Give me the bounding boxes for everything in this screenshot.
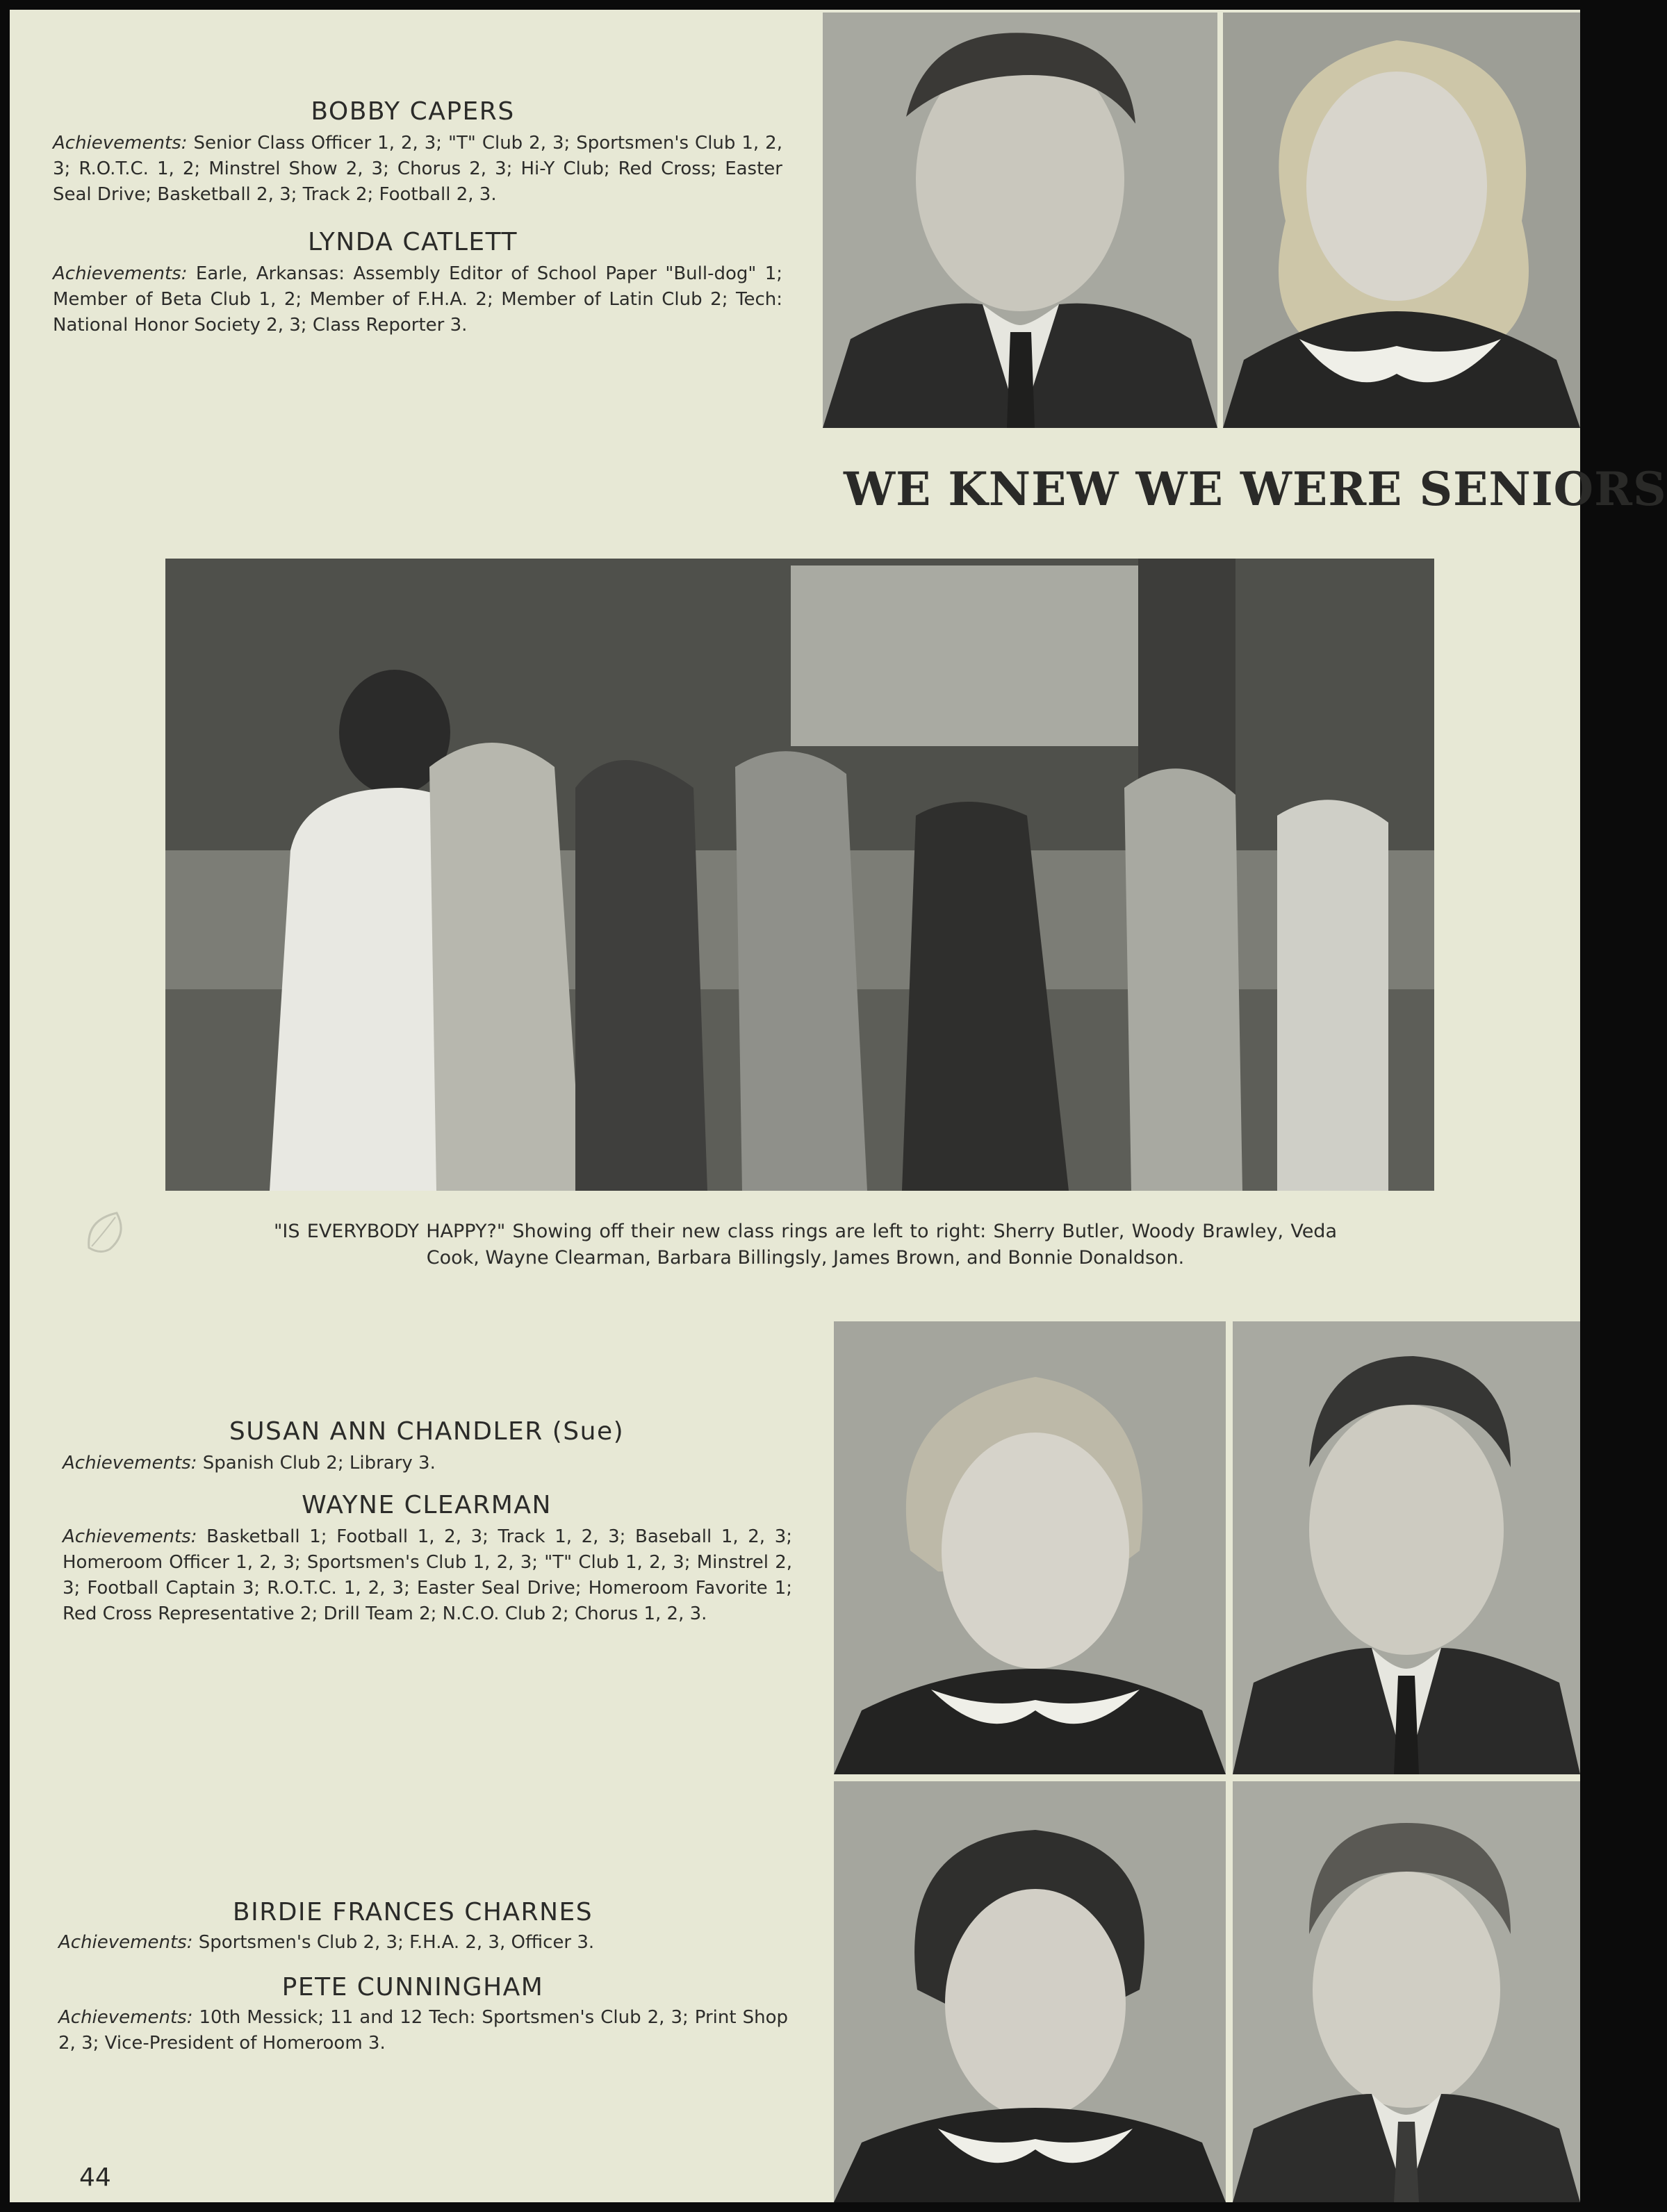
portrait-drawing (1233, 1321, 1580, 1774)
senior-name-lynda-catlett: LYNDA CATLETT (308, 228, 518, 256)
achievements-label: Achievements: (63, 1453, 197, 1474)
achievements-text: Earle, Arkansas: Assembly Editor of School Paper "Bull-dog" 1; Member of Beta Club 1, 2; Member of F.H.A. 2; Member of Latin Club 2; Tech: National Honor Society 2, 3; Class Reporter 3. (53, 263, 782, 336)
senior-bio-birdie-frances-charnes (58, 1930, 788, 1956)
group-photo-drawing (165, 559, 1434, 1191)
portrait-photo-birdie-frances-charnes (834, 1781, 1226, 2202)
portrait-photo-lynda-catlett (1223, 13, 1580, 428)
group-photo-caption (274, 1219, 1337, 1271)
senior-name-pete-cunningham: PETE CUNNINGHAM (281, 1973, 544, 2001)
portrait-photo-wayne-clearman (1233, 1321, 1580, 1774)
achievements-text: Spanish Club 2; Library 3. (202, 1453, 436, 1474)
achievements-text: Sportsmen's Club 2, 3; F.H.A. 2, 3, Officer 3. (198, 1932, 595, 1953)
portrait-drawing (823, 13, 1217, 428)
senior-name-birdie-frances-charnes: BIRDIE FRANCES CHARNES (232, 1898, 593, 1926)
portrait-drawing (834, 1321, 1226, 1774)
achievements-label: Achievements: (53, 263, 188, 284)
senior-name-bobby-capers: BOBBY CAPERS (311, 97, 515, 126)
portrait-drawing (1233, 1781, 1580, 2202)
senior-name-wayne-clearman: WAYNE CLEARMAN (302, 1491, 552, 1519)
page-headline: WE KNEW WE WERE SENIORS (844, 462, 1667, 516)
achievements-label: Achievements: (58, 1932, 193, 1953)
portrait-photo-bobby-capers (823, 13, 1217, 428)
senior-bio-pete-cunningham (58, 2005, 788, 2056)
portrait-photo-susan-ann-chandler (834, 1321, 1226, 1774)
caption-text: Showing off their new class rings are left to right: Sherry Butler, Woody Brawley, Veda Cook, Wayne Clearman, Barbara Billingsly, James Brown, and Bonnie Donaldson. (426, 1221, 1337, 1269)
page-number: 44 (79, 2163, 111, 2192)
achievements-label: Achievements: (58, 2007, 193, 2028)
caption-lead: "IS EVERYBODY HAPPY?" (274, 1221, 506, 1242)
group-photo-class-rings (165, 559, 1434, 1191)
portrait-drawing (1223, 13, 1580, 428)
senior-bio-wayne-clearman (63, 1524, 792, 1627)
achievements-text: Senior Class Officer 1, 2, 3; "T" Club 2, 3; Sportsmen's Club 1, 2, 3; R.O.T.C. 1, 2; Minstrel Show 2, 3; Chorus 2, 3; Hi-Y Club; Red Cross; Easter Seal Drive; Basketball 2, 3; Track 2; Football 2, 3. (53, 133, 782, 205)
senior-bio-lynda-catlett (53, 261, 782, 338)
yearbook-page (10, 10, 1667, 2202)
senior-bio-bobby-capers (53, 131, 782, 208)
achievements-text: 10th Messick; 11 and 12 Tech: Sportsmen's Club 2, 3; Print Shop 2, 3; Vice-President of Homeroom 3. (58, 2007, 789, 2054)
leaf-ornament-icon (82, 1206, 133, 1257)
senior-name-susan-ann-chandler: SUSAN ANN CHANDLER (Sue) (229, 1417, 625, 1446)
achievements-label: Achievements: (63, 1526, 197, 1547)
achievements-text: Basketball 1; Football 1, 2, 3; Track 1, 2, 3; Baseball 1, 2, 3; Homeroom Officer 1, 2, 3; Sportsmen's Club 1, 2, 3; "T" Club 1, 2, 3; Minstrel 2, 3; Football Captain 3; R.O.T.C. 1, 2, 3; Easter Seal Drive; Homeroom Favorite 1; Red Cross Representative 2; Drill Team 2; N.C.O. Club 2; Chorus 1, 2, 3. (63, 1526, 792, 1624)
portrait-photo-pete-cunningham (1233, 1781, 1580, 2202)
senior-bio-susan-ann-chandler (63, 1451, 792, 1476)
achievements-label: Achievements: (53, 133, 188, 154)
portrait-drawing (834, 1781, 1226, 2202)
